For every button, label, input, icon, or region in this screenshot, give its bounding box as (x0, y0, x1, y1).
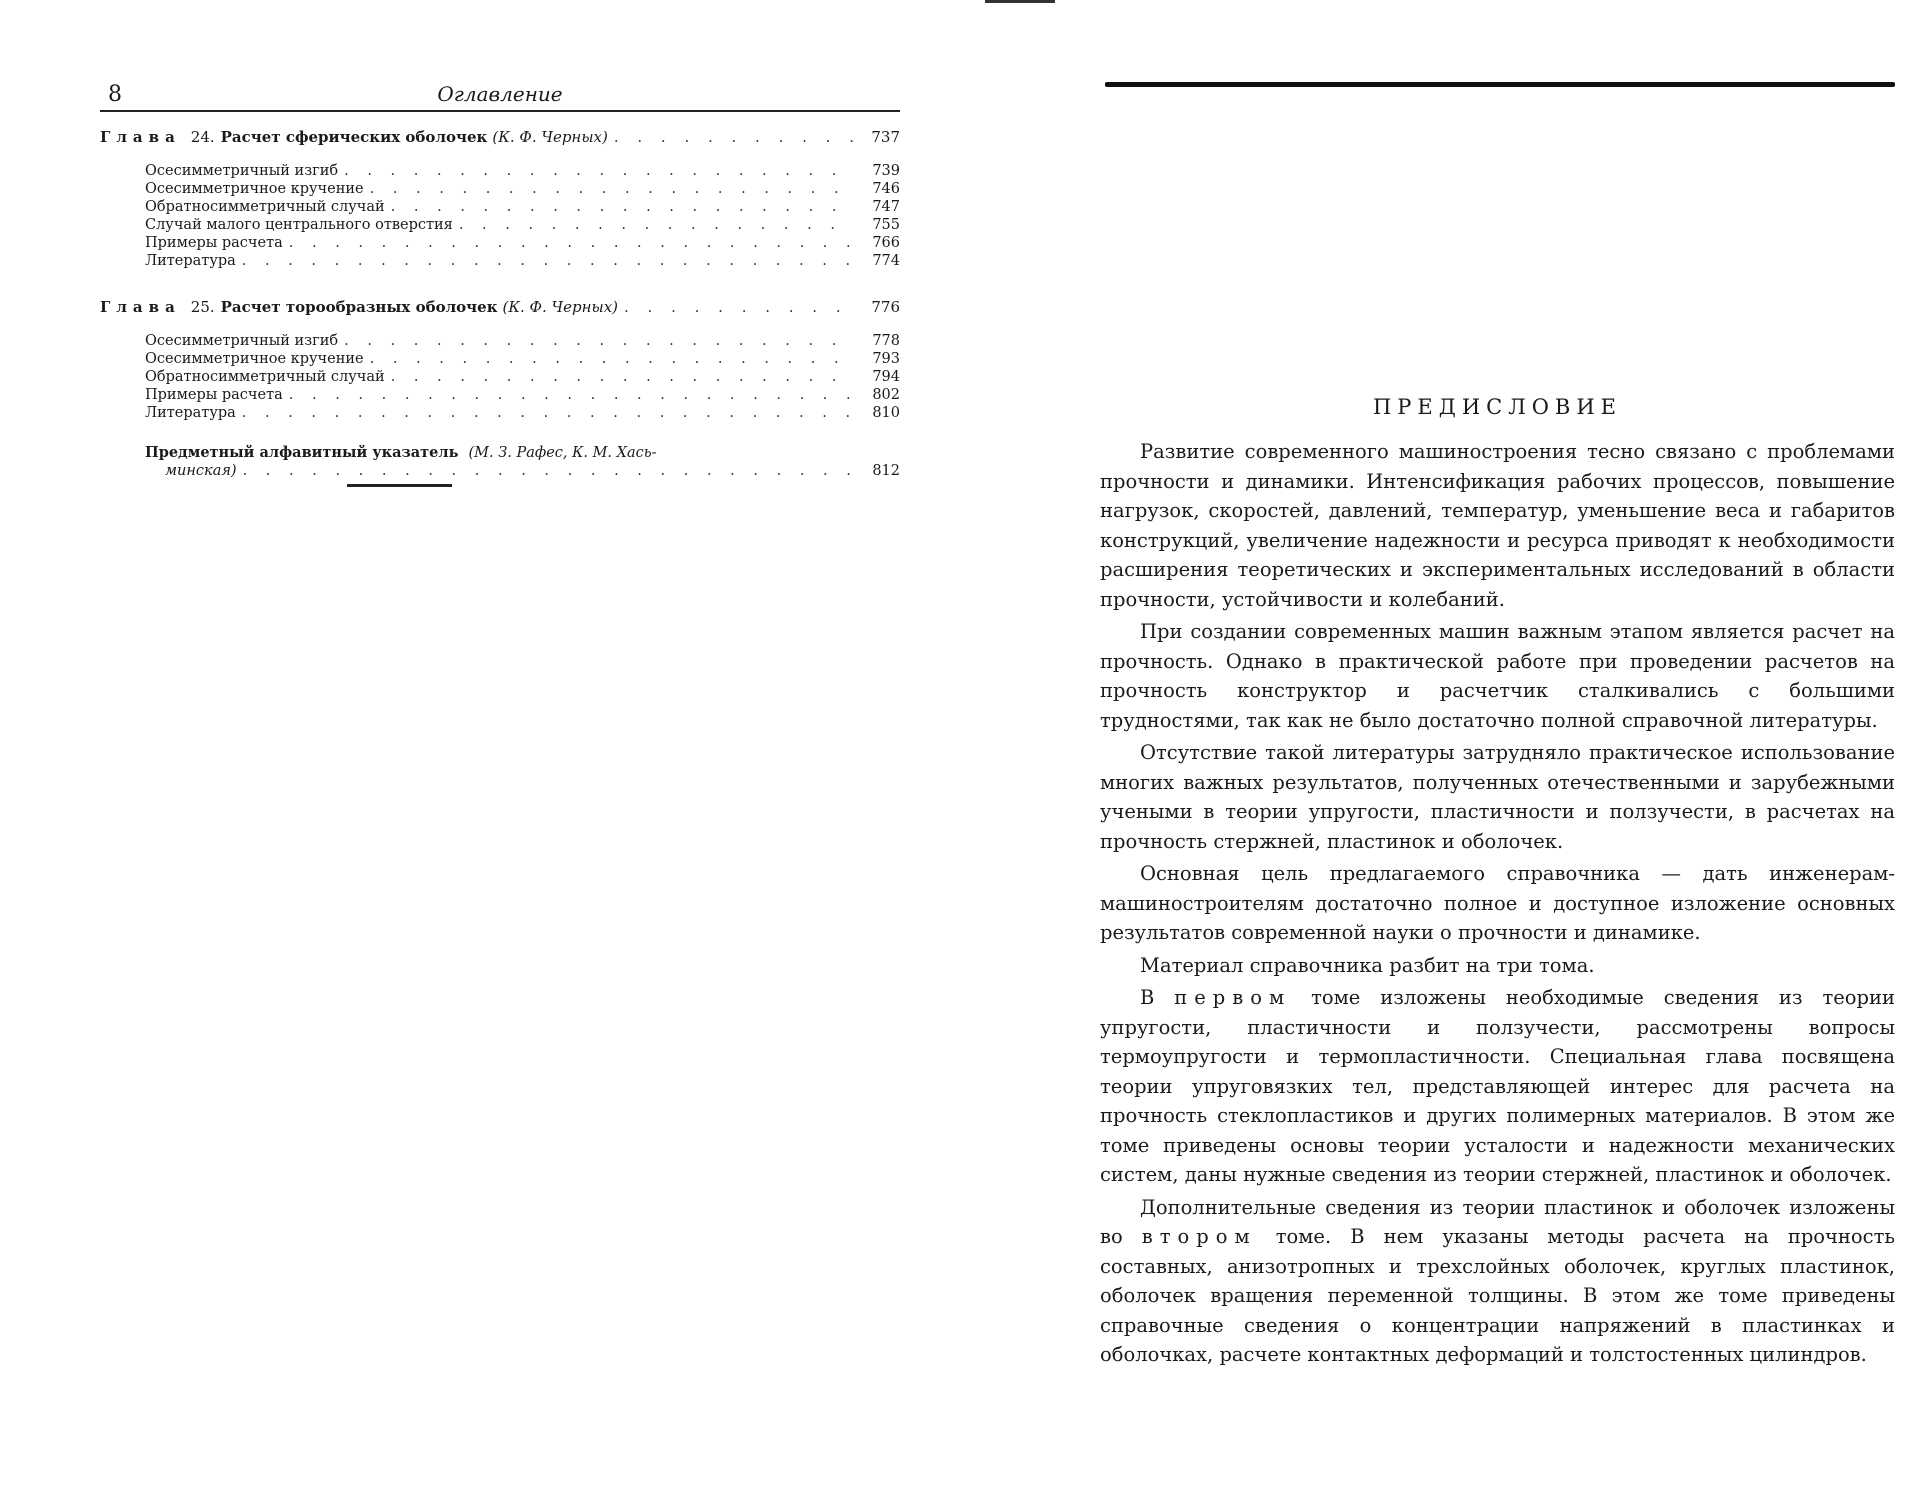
chapter-title: Расчет торообразных оболочек (220, 298, 498, 316)
dot-leader (459, 216, 854, 234)
section-page: 747 (872, 199, 900, 215)
chapter-page: 776 (871, 298, 900, 316)
section-label: Случай малого центрального отверстия (145, 217, 453, 233)
preface-paragraph: Отсутствие такой литературы затрудняло практическое использование многих важных результатов, полученных отечественными и зарубежными учеными в теории упругости, пластичности и ползучести, в расчетах на прочность стержней, пластинок и оболочек. (1100, 741, 1895, 853)
toc-section[interactable] (100, 216, 900, 234)
section-page: 794 (872, 369, 900, 385)
preface-title: ПРЕДИСЛОВИЕ (1372, 395, 1623, 419)
preface-paragraph: Материал справочника разбит на три тома. (1140, 953, 1595, 977)
section-label: Обратносимметричный случай (145, 199, 385, 215)
toc-section[interactable] (100, 180, 900, 198)
toc-index-entry[interactable] (100, 444, 900, 480)
toc-section[interactable] (100, 350, 900, 368)
chapter-24-sections (100, 162, 900, 270)
chapter-author: (К. Ф. Черных) (492, 128, 608, 146)
toc-section[interactable] (100, 234, 900, 252)
section-label: Осесимметричный изгиб (145, 163, 339, 179)
dot-leader (391, 368, 854, 386)
toc-section[interactable] (100, 386, 900, 404)
preface-paragraph: Основная цель предлагаемого справочника — дать инженерам-машиностроителям достаточно полное и доступное изложение основных результатов современной науки о прочности и динамике. (1100, 862, 1895, 944)
dot-leader (344, 162, 854, 180)
section-page: 766 (872, 235, 900, 251)
dot-leader (289, 234, 854, 252)
section-page: 810 (872, 405, 900, 421)
para-rest: томе. В нем указаны методы расчета на прочность составных, анизотропных и трехслойных оболочек, круглых пластинок, оболочек вращения переменной толщины. В этом же томе приведены справочные сведения о концентрации напряжений в пластинках и оболочках, расчете контактных деформаций и толстостенных цилиндров. (1100, 1225, 1895, 1366)
page-number: 8 (108, 82, 122, 107)
spaced-word: втором (1141, 1225, 1257, 1248)
section-page: 774 (872, 253, 900, 269)
running-head (100, 80, 900, 112)
section-page: 746 (872, 181, 900, 197)
index-page: 812 (872, 463, 900, 479)
chapter-word: Глава (100, 298, 181, 316)
section-page: 778 (872, 333, 900, 349)
toc-section[interactable] (100, 368, 900, 386)
para-lead: Дополнительные сведения из теории пластинок и оболочек изложены во (1100, 1195, 1895, 1248)
dot-leader (242, 252, 854, 270)
section-label: Литература (145, 253, 236, 269)
chapter-number: 25. (190, 298, 215, 316)
chapter-word: Глава (100, 128, 181, 146)
page-edge-mark (985, 0, 1055, 3)
left-page (100, 80, 900, 480)
chapter-title: Расчет сферических оболочек (220, 128, 488, 146)
dot-leader (614, 126, 854, 148)
section-page: 755 (872, 217, 900, 233)
spaced-word: первом (1174, 986, 1292, 1009)
section-label: Осесимметричное кручение (145, 351, 364, 367)
dot-leader (370, 350, 854, 368)
dot-leader (242, 404, 854, 422)
dot-leader (624, 296, 854, 318)
section-label: Осесимметричное кручение (145, 181, 364, 197)
section-label: Обратносимметричный случай (145, 369, 385, 385)
section-page: 802 (872, 387, 900, 403)
running-title: Оглавление (437, 82, 563, 106)
section-label: Примеры расчета (145, 387, 283, 403)
toc-chapter-25[interactable] (100, 296, 900, 318)
toc-section[interactable] (100, 252, 900, 270)
dot-leader (289, 386, 854, 404)
chapter-author: (К. Ф. Черных) (502, 298, 619, 316)
dot-leader (370, 180, 854, 198)
index-line-1 (145, 444, 900, 462)
toc-section[interactable] (100, 162, 900, 180)
right-page (1100, 395, 1895, 1373)
preface-paragraph: При создании современных машин важным этапом является расчет на прочность. Однако в практической работе при проведении расчетов на прочность конструктор и расчетчик сталкивались с большими трудностями, так как не было достаточно полной справочной литературы. (1100, 620, 1895, 732)
toc-section[interactable] (100, 404, 900, 422)
top-rule (1105, 82, 1895, 87)
section-label: Литература (145, 405, 236, 421)
preface-paragraph-volume-1 (1100, 983, 1895, 1190)
toc-chapter-24[interactable] (100, 126, 900, 148)
section-label: Примеры расчета (145, 235, 283, 251)
dot-leader (391, 198, 854, 216)
dot-leader (243, 462, 854, 480)
dot-leader (344, 332, 854, 350)
toc-section[interactable] (100, 332, 900, 350)
index-title: Предметный алфавитный указатель (145, 444, 459, 461)
chapter-page: 737 (871, 128, 900, 146)
para-lead: В (1140, 986, 1155, 1009)
para-rest: томе изложены необходимые сведения из теории упругости, пластичности и ползучести, рассмотрены вопросы термоупругости и термопластичности. Специальная глава посвящена теории упруговязких тел, представляющей интерес для расчета на прочность стеклопластиков и других полимерных материалов. В этом же томе приведены основы теории усталости и надежности механических систем, даны нужные сведения из теории стержней, пластинок и оболочек. (1100, 986, 1895, 1186)
section-page: 793 (872, 351, 900, 367)
preface-paragraph: Развитие современного машиностроения тесно связано с проблемами прочности и динамики. Интенсификация рабочих процессов, повышение нагрузок, скоростей, давлений, температур, уменьшение веса и габаритов конструкций, увеличение надежности и ресурса приводят к необходимости расширения теоретических и экспериментальных исследований в области прочности, устойчивости и колебаний. (1100, 440, 1895, 611)
end-rule (347, 484, 452, 487)
preface-paragraph-volume-2 (1100, 1193, 1895, 1370)
chapter-25-sections (100, 332, 900, 422)
index-author-cont: минская) (165, 463, 237, 479)
chapter-number: 24. (190, 128, 215, 146)
section-page: 739 (872, 163, 900, 179)
index-author: (М. З. Рафес, К. М. Хась- (468, 445, 657, 461)
table-of-contents (100, 126, 900, 480)
section-label: Осесимметричный изгиб (145, 333, 339, 349)
toc-section[interactable] (100, 198, 900, 216)
index-line-2 (145, 462, 900, 480)
